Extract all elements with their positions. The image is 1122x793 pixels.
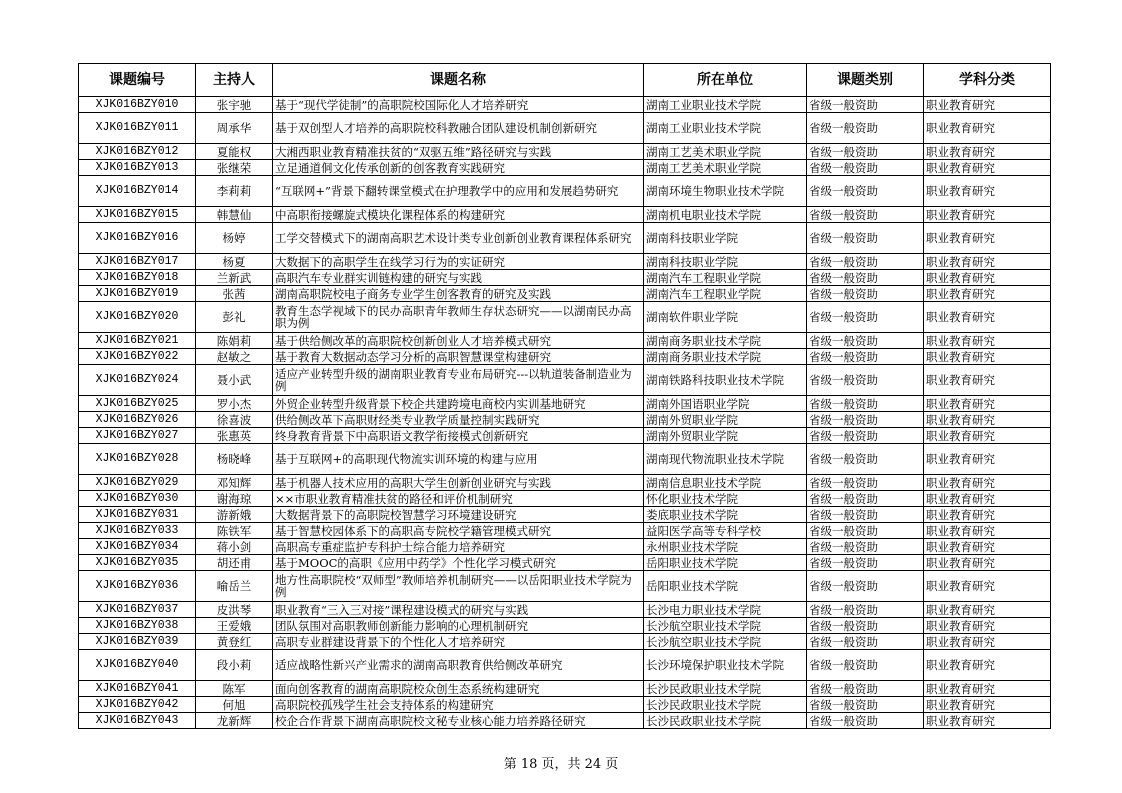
cell-title: 团队氛围对高职教师创新能力影响的心理机制研究: [273, 618, 644, 634]
cell-category: 省级一般资助: [807, 428, 924, 444]
cell-title: 地方性高职院校“双师型”教师培养机制研究——以岳阳职业技术学院为例: [273, 571, 644, 602]
cell-title: 基于智慧校园体系下的高职高专院校学籍管理模式研究: [273, 523, 644, 539]
cell-unit: 益阳医学高等专科学校: [644, 523, 807, 539]
cell-category: 省级一般资助: [807, 539, 924, 555]
cell-subject: 职业教育研究: [924, 555, 1051, 571]
cell-category: 省级一般资助: [807, 144, 924, 160]
cell-host: 邓知辉: [196, 475, 273, 491]
table-row: [79, 713, 1051, 729]
cell-host: 韩慧仙: [196, 207, 273, 223]
cell-unit: 湖南信息职业技术学院: [644, 475, 807, 491]
table-row: [79, 618, 1051, 634]
cell-title: 基于教育大数据动态学习分析的高职智慧课堂构建研究: [273, 349, 644, 365]
cell-host: 谢海琼: [196, 491, 273, 507]
cell-code: XJK016BZY015: [79, 207, 196, 223]
cell-code: XJK016BZY021: [79, 333, 196, 349]
cell-unit: 湖南工业职业技术学院: [644, 97, 807, 113]
cell-host: 喻岳兰: [196, 571, 273, 602]
cell-host: 陈军: [196, 681, 273, 697]
cell-host: 陈娟莉: [196, 333, 273, 349]
cell-category: 省级一般资助: [807, 444, 924, 475]
cell-code: XJK016BZY031: [79, 507, 196, 523]
cell-code: XJK016BZY020: [79, 302, 196, 333]
cell-unit: 永州职业技术学院: [644, 539, 807, 555]
cell-title: 高职汽车专业群实训链构建的研究与实践: [273, 270, 644, 286]
cell-title: 供给侧改革下高职财经类专业教学质量控制实践研究: [273, 412, 644, 428]
cell-subject: 职业教育研究: [924, 650, 1051, 681]
cell-unit: 湖南科技职业学院: [644, 254, 807, 270]
cell-unit: 长沙民政职业技术学院: [644, 713, 807, 729]
table-row: [79, 539, 1051, 555]
cell-title: 适应战略性新兴产业需求的湖南高职教育供给侧改革研究: [273, 650, 644, 681]
cell-unit: 湖南汽车工程职业学院: [644, 270, 807, 286]
cell-title: 立足通道侗文化传承创新的创客教育实践研究: [273, 160, 644, 176]
table-row: [79, 302, 1051, 333]
cell-code: XJK016BZY033: [79, 523, 196, 539]
header-title: 课题名称: [273, 64, 644, 97]
cell-category: 省级一般资助: [807, 523, 924, 539]
cell-category: 省级一般资助: [807, 396, 924, 412]
cell-subject: 职业教育研究: [924, 113, 1051, 144]
cell-title: 职业教育“三入三对接”课程建设模式的研究与实践: [273, 602, 644, 618]
cell-unit: 湖南现代物流职业技术学院: [644, 444, 807, 475]
table-row: [79, 681, 1051, 697]
cell-category: 省级一般资助: [807, 697, 924, 713]
cell-unit: 湖南工艺美术职业学院: [644, 160, 807, 176]
cell-title: 面向创客教育的湖南高职院校众创生态系统构建研究: [273, 681, 644, 697]
cell-unit: 湖南商务职业技术学院: [644, 333, 807, 349]
cell-unit: 岳阳职业技术学院: [644, 555, 807, 571]
cell-code: XJK016BZY042: [79, 697, 196, 713]
cell-host: 兰新武: [196, 270, 273, 286]
cell-code: XJK016BZY025: [79, 396, 196, 412]
cell-code: XJK016BZY017: [79, 254, 196, 270]
cell-category: 省级一般资助: [807, 176, 924, 207]
cell-subject: 职业教育研究: [924, 270, 1051, 286]
cell-category: 省级一般资助: [807, 113, 924, 144]
cell-code: XJK016BZY027: [79, 428, 196, 444]
cell-category: 省级一般资助: [807, 286, 924, 302]
cell-subject: 职业教育研究: [924, 254, 1051, 270]
table-row: [79, 602, 1051, 618]
cell-subject: 职业教育研究: [924, 333, 1051, 349]
cell-category: 省级一般资助: [807, 571, 924, 602]
cell-unit: 怀化职业技术学院: [644, 491, 807, 507]
cell-code: XJK016BZY034: [79, 539, 196, 555]
table-row: [79, 160, 1051, 176]
cell-subject: 职业教育研究: [924, 602, 1051, 618]
cell-host: 罗小杰: [196, 396, 273, 412]
cell-subject: 职业教育研究: [924, 475, 1051, 491]
cell-title: 大数据下的高职学生在线学习行为的实证研究: [273, 254, 644, 270]
project-table: [78, 63, 1051, 729]
cell-title: 湖南高职院校电子商务专业学生创客教育的研究及实践: [273, 286, 644, 302]
cell-code: XJK016BZY039: [79, 634, 196, 650]
cell-code: XJK016BZY026: [79, 412, 196, 428]
cell-subject: 职业教育研究: [924, 571, 1051, 602]
cell-subject: 职业教育研究: [924, 176, 1051, 207]
cell-unit: 湖南机电职业技术学院: [644, 207, 807, 223]
cell-code: XJK016BZY011: [79, 113, 196, 144]
cell-unit: 长沙民政职业技术学院: [644, 697, 807, 713]
cell-title: 教育生态学视域下的民办高职青年教师生存状态研究——以湖南民办高职为例: [273, 302, 644, 333]
cell-category: 省级一般资助: [807, 634, 924, 650]
cell-title: “互联网+”背景下翻转课堂模式在护理教学中的应用和发展趋势研究: [273, 176, 644, 207]
cell-unit: 湖南工业职业技术学院: [644, 113, 807, 144]
table-row: [79, 507, 1051, 523]
cell-unit: 湖南外国语职业学院: [644, 396, 807, 412]
cell-host: 皮洪琴: [196, 602, 273, 618]
table-row: [79, 396, 1051, 412]
table-row: [79, 333, 1051, 349]
table-row: [79, 650, 1051, 681]
cell-subject: 职业教育研究: [924, 428, 1051, 444]
cell-host: 周承华: [196, 113, 273, 144]
cell-host: 张宇驰: [196, 97, 273, 113]
cell-subject: 职业教育研究: [924, 412, 1051, 428]
cell-category: 省级一般资助: [807, 270, 924, 286]
cell-category: 省级一般资助: [807, 491, 924, 507]
cell-title: 工学交替模式下的湖南高职艺术设计类专业创新创业教育课程体系研究: [273, 223, 644, 254]
header-host: 主持人: [196, 64, 273, 97]
cell-title: 高职高专重症监护专科护士综合能力培养研究: [273, 539, 644, 555]
table-row: [79, 270, 1051, 286]
cell-category: 省级一般资助: [807, 349, 924, 365]
cell-code: XJK016BZY018: [79, 270, 196, 286]
cell-code: XJK016BZY024: [79, 365, 196, 396]
table-row: [79, 523, 1051, 539]
table-row: [79, 444, 1051, 475]
cell-host: 彭礼: [196, 302, 273, 333]
cell-category: 省级一般资助: [807, 333, 924, 349]
cell-title: 中高职衔接螺旋式模块化课程体系的构建研究: [273, 207, 644, 223]
cell-host: 赵敏之: [196, 349, 273, 365]
cell-title: 高职院校孤残学生社会支持体系的构建研究: [273, 697, 644, 713]
cell-subject: 职业教育研究: [924, 349, 1051, 365]
table-row: [79, 113, 1051, 144]
cell-category: 省级一般资助: [807, 207, 924, 223]
cell-subject: 职业教育研究: [924, 539, 1051, 555]
cell-unit: 湖南商务职业技术学院: [644, 349, 807, 365]
cell-host: 胡还甫: [196, 555, 273, 571]
cell-host: 黄登红: [196, 634, 273, 650]
cell-unit: 娄底职业技术学院: [644, 507, 807, 523]
cell-subject: 职业教育研究: [924, 634, 1051, 650]
cell-title: 高职专业群建设背景下的个性化人才培养研究: [273, 634, 644, 650]
cell-subject: 职业教育研究: [924, 507, 1051, 523]
cell-unit: 岳阳职业技术学院: [644, 571, 807, 602]
cell-host: 龙新辉: [196, 713, 273, 729]
cell-code: XJK016BZY029: [79, 475, 196, 491]
cell-subject: 职业教育研究: [924, 396, 1051, 412]
cell-code: XJK016BZY036: [79, 571, 196, 602]
cell-title: 基于MOOC的高职《应用中药学》个性化学习模式研究: [273, 555, 644, 571]
table-row: [79, 349, 1051, 365]
cell-subject: 职业教育研究: [924, 444, 1051, 475]
table-row: [79, 207, 1051, 223]
cell-subject: 职业教育研究: [924, 523, 1051, 539]
cell-category: 省级一般资助: [807, 618, 924, 634]
cell-subject: 职业教育研究: [924, 144, 1051, 160]
table-row: [79, 97, 1051, 113]
cell-subject: 职业教育研究: [924, 618, 1051, 634]
cell-host: 张茜: [196, 286, 273, 302]
table-row: [79, 144, 1051, 160]
cell-unit: 湖南汽车工程职业学院: [644, 286, 807, 302]
cell-title: 外贸企业转型升级背景下校企共建跨境电商校内实训基地研究: [273, 396, 644, 412]
cell-title: 校企合作背景下湖南高职院校文秘专业核心能力培养路径研究: [273, 713, 644, 729]
cell-code: XJK016BZY035: [79, 555, 196, 571]
table-row: [79, 428, 1051, 444]
cell-host: 聂小武: [196, 365, 273, 396]
cell-category: 省级一般资助: [807, 475, 924, 491]
cell-unit: 湖南工艺美术职业学院: [644, 144, 807, 160]
cell-subject: 职业教育研究: [924, 97, 1051, 113]
cell-host: 杨婷: [196, 223, 273, 254]
table-row: [79, 571, 1051, 602]
cell-host: 蒋小剑: [196, 539, 273, 555]
cell-code: XJK016BZY040: [79, 650, 196, 681]
cell-unit: 长沙民政职业技术学院: [644, 681, 807, 697]
header-row: [79, 64, 1051, 97]
cell-host: 张惠英: [196, 428, 273, 444]
cell-code: XJK016BZY022: [79, 349, 196, 365]
cell-code: XJK016BZY016: [79, 223, 196, 254]
cell-category: 省级一般资助: [807, 365, 924, 396]
cell-host: 张继荣: [196, 160, 273, 176]
cell-host: 杨晓峰: [196, 444, 273, 475]
cell-category: 省级一般资助: [807, 254, 924, 270]
cell-unit: 湖南外贸职业学院: [644, 428, 807, 444]
cell-code: XJK016BZY013: [79, 160, 196, 176]
cell-unit: 湖南环境生物职业技术学院: [644, 176, 807, 207]
cell-category: 省级一般资助: [807, 223, 924, 254]
cell-host: 陈铁军: [196, 523, 273, 539]
cell-category: 省级一般资助: [807, 302, 924, 333]
table-row: [79, 634, 1051, 650]
table-row: [79, 286, 1051, 302]
cell-title: 大湘西职业教育精准扶贫的“双驱五维”路径研究与实践: [273, 144, 644, 160]
cell-title: 终身教育背景下中高职语文教学衔接模式创新研究: [273, 428, 644, 444]
cell-code: XJK016BZY019: [79, 286, 196, 302]
cell-category: 省级一般资助: [807, 602, 924, 618]
cell-subject: 职业教育研究: [924, 286, 1051, 302]
cell-host: 段小莉: [196, 650, 273, 681]
cell-code: XJK016BZY014: [79, 176, 196, 207]
table-row: [79, 223, 1051, 254]
header-subject: 学科分类: [924, 64, 1051, 97]
cell-title: 基于供给侧改革的高职院校创新创业人才培养模式研究: [273, 333, 644, 349]
cell-title: ××市职业教育精准扶贫的路径和评价机制研究: [273, 491, 644, 507]
page-footer: 第 18 页，共 24 页: [503, 757, 619, 772]
cell-subject: 职业教育研究: [924, 491, 1051, 507]
cell-code: XJK016BZY037: [79, 602, 196, 618]
cell-title: 大数据背景下的高职院校智慧学习环境建设研究: [273, 507, 644, 523]
table-row: [79, 254, 1051, 270]
table-row: [79, 555, 1051, 571]
cell-unit: 湖南外贸职业学院: [644, 412, 807, 428]
cell-unit: 湖南铁路科技职业技术学院: [644, 365, 807, 396]
cell-subject: 职业教育研究: [924, 302, 1051, 333]
cell-subject: 职业教育研究: [924, 223, 1051, 254]
cell-title: 基于双创型人才培养的高职院校科教融合团队建设机制创新研究: [273, 113, 644, 144]
cell-title: 基于“现代学徒制”的高职院校国际化人才培养研究: [273, 97, 644, 113]
header-category: 课题类别: [807, 64, 924, 97]
table-row: [79, 491, 1051, 507]
cell-category: 省级一般资助: [807, 555, 924, 571]
cell-unit: 长沙航空职业技术学院: [644, 618, 807, 634]
cell-title: 基于互联网+的高职现代物流实训环境的构建与应用: [273, 444, 644, 475]
cell-code: XJK016BZY028: [79, 444, 196, 475]
cell-subject: 职业教育研究: [924, 365, 1051, 396]
cell-subject: 职业教育研究: [924, 681, 1051, 697]
cell-host: 夏能权: [196, 144, 273, 160]
table-row: [79, 412, 1051, 428]
cell-host: 游新娥: [196, 507, 273, 523]
cell-host: 何旭: [196, 697, 273, 713]
cell-code: XJK016BZY043: [79, 713, 196, 729]
cell-code: XJK016BZY041: [79, 681, 196, 697]
cell-unit: 长沙航空职业技术学院: [644, 634, 807, 650]
header-code: 课题编号: [79, 64, 196, 97]
cell-category: 省级一般资助: [807, 650, 924, 681]
cell-unit: 长沙环境保护职业技术学院: [644, 650, 807, 681]
cell-host: 王爱娥: [196, 618, 273, 634]
table-body: [79, 97, 1051, 729]
cell-code: XJK016BZY010: [79, 97, 196, 113]
cell-host: 李莉莉: [196, 176, 273, 207]
cell-category: 省级一般资助: [807, 97, 924, 113]
cell-host: 杨夏: [196, 254, 273, 270]
cell-category: 省级一般资助: [807, 412, 924, 428]
table-row: [79, 697, 1051, 713]
cell-subject: 职业教育研究: [924, 160, 1051, 176]
cell-category: 省级一般资助: [807, 681, 924, 697]
cell-unit: 长沙电力职业技术学院: [644, 602, 807, 618]
cell-subject: 职业教育研究: [924, 713, 1051, 729]
cell-code: XJK016BZY030: [79, 491, 196, 507]
table-row: [79, 176, 1051, 207]
cell-code: XJK016BZY038: [79, 618, 196, 634]
cell-category: 省级一般资助: [807, 160, 924, 176]
cell-unit: 湖南科技职业学院: [644, 223, 807, 254]
table-row: [79, 475, 1051, 491]
cell-subject: 职业教育研究: [924, 207, 1051, 223]
cell-category: 省级一般资助: [807, 713, 924, 729]
cell-subject: 职业教育研究: [924, 697, 1051, 713]
cell-category: 省级一般资助: [807, 507, 924, 523]
cell-title: 基于机器人技术应用的高职大学生创新创业研究与实践: [273, 475, 644, 491]
cell-code: XJK016BZY012: [79, 144, 196, 160]
cell-host: 徐喜波: [196, 412, 273, 428]
cell-title: 适应产业转型升级的湖南职业教育专业布局研究---以轨道装备制造业为例: [273, 365, 644, 396]
table-row: [79, 365, 1051, 396]
cell-unit: 湖南软件职业学院: [644, 302, 807, 333]
header-unit: 所在单位: [644, 64, 807, 97]
